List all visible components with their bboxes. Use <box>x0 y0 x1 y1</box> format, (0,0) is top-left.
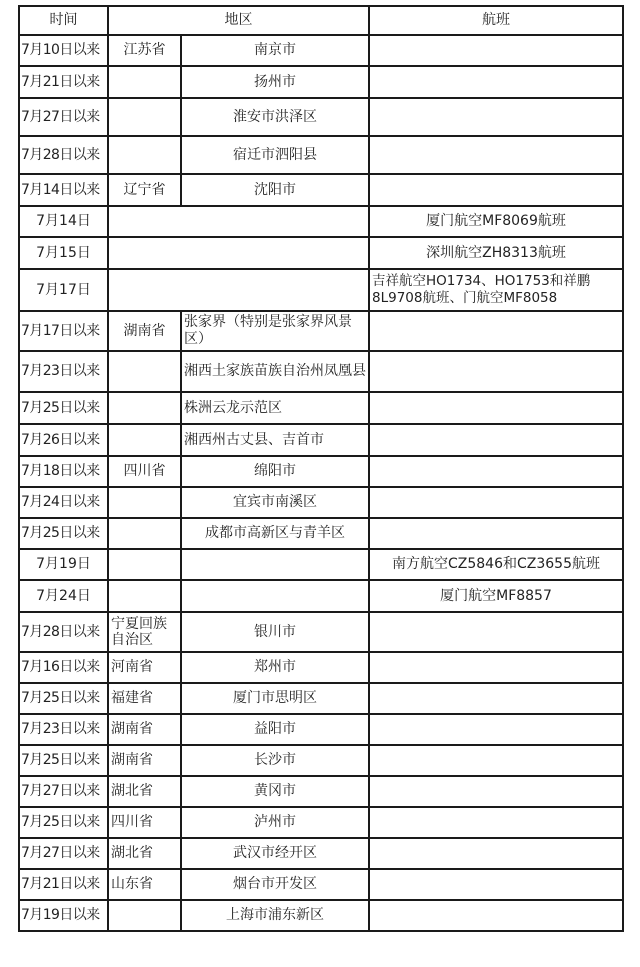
place-cell: 宜宾市南溪区 <box>181 487 369 518</box>
time-cell: 7月27日以来 <box>19 776 108 807</box>
header-row <box>19 6 623 35</box>
flight-cell <box>369 487 623 518</box>
time-cell: 7月25日以来 <box>19 392 108 424</box>
flight-cell <box>369 424 623 456</box>
table-row <box>19 269 623 311</box>
flight-cell <box>369 66 623 98</box>
place-cell <box>181 580 369 612</box>
flight-cell <box>369 136 623 174</box>
time-cell: 7月14日以来 <box>19 174 108 206</box>
table-row <box>19 174 623 206</box>
table-row <box>19 652 623 683</box>
time-cell: 7月16日以来 <box>19 652 108 683</box>
table-row <box>19 311 623 351</box>
region-cell <box>108 269 369 311</box>
table-row <box>19 807 623 838</box>
header-time: 时间 <box>19 6 108 35</box>
flight-cell <box>369 98 623 136</box>
table-row <box>19 549 623 580</box>
risk-areas-table <box>18 5 624 932</box>
header-flight: 航班 <box>369 6 623 35</box>
place-cell: 南京市 <box>181 35 369 66</box>
province-cell: 湖南省 <box>108 311 181 351</box>
flight-cell <box>369 807 623 838</box>
province-cell: 山东省 <box>108 869 181 900</box>
flight-cell <box>369 714 623 745</box>
time-cell: 7月19日以来 <box>19 900 108 931</box>
province-cell <box>108 518 181 549</box>
flight-cell <box>369 518 623 549</box>
flight-cell: 吉祥航空HO1734、HO1753和祥鹏8L9708航班、门航空MF8058 <box>369 269 623 311</box>
flight-cell <box>369 351 623 392</box>
region-cell <box>108 237 369 269</box>
table-row <box>19 612 623 652</box>
province-cell: 福建省 <box>108 683 181 714</box>
time-cell: 7月24日 <box>19 580 108 612</box>
place-cell: 银川市 <box>181 612 369 652</box>
time-cell: 7月21日以来 <box>19 869 108 900</box>
place-cell: 淮安市洪泽区 <box>181 98 369 136</box>
flight-cell <box>369 456 623 487</box>
time-cell: 7月25日以来 <box>19 745 108 776</box>
header-region: 地区 <box>108 6 369 35</box>
place-cell: 湘西土家族苗族自治州凤凰县 <box>181 351 369 392</box>
place-cell: 扬州市 <box>181 66 369 98</box>
province-cell: 河南省 <box>108 652 181 683</box>
table-row <box>19 869 623 900</box>
place-cell: 沈阳市 <box>181 174 369 206</box>
time-cell: 7月27日以来 <box>19 98 108 136</box>
province-cell <box>108 580 181 612</box>
time-cell: 7月25日以来 <box>19 518 108 549</box>
flight-cell <box>369 869 623 900</box>
flight-cell <box>369 838 623 869</box>
time-cell: 7月23日以来 <box>19 714 108 745</box>
province-cell: 湖南省 <box>108 745 181 776</box>
table-row <box>19 136 623 174</box>
table-row <box>19 580 623 612</box>
flight-cell: 南方航空CZ5846和CZ3655航班 <box>369 549 623 580</box>
time-cell: 7月26日以来 <box>19 424 108 456</box>
time-cell: 7月27日以来 <box>19 838 108 869</box>
time-cell: 7月25日以来 <box>19 807 108 838</box>
flight-cell: 深圳航空ZH8313航班 <box>369 237 623 269</box>
table-row <box>19 35 623 66</box>
place-cell: 泸州市 <box>181 807 369 838</box>
table-row <box>19 66 623 98</box>
flight-cell <box>369 174 623 206</box>
time-cell: 7月10日以来 <box>19 35 108 66</box>
time-cell: 7月24日以来 <box>19 487 108 518</box>
province-cell: 宁夏回族自治区 <box>108 612 181 652</box>
province-cell: 辽宁省 <box>108 174 181 206</box>
time-cell: 7月25日以来 <box>19 683 108 714</box>
province-cell: 湖北省 <box>108 776 181 807</box>
province-cell <box>108 98 181 136</box>
table-row <box>19 237 623 269</box>
time-cell: 7月17日 <box>19 269 108 311</box>
table-row <box>19 392 623 424</box>
table-row <box>19 424 623 456</box>
time-cell: 7月23日以来 <box>19 351 108 392</box>
time-cell: 7月21日以来 <box>19 66 108 98</box>
table-row <box>19 683 623 714</box>
place-cell: 武汉市经开区 <box>181 838 369 869</box>
place-cell: 上海市浦东新区 <box>181 900 369 931</box>
table-row <box>19 206 623 237</box>
place-cell: 益阳市 <box>181 714 369 745</box>
table-row <box>19 714 623 745</box>
flight-cell <box>369 745 623 776</box>
time-cell: 7月15日 <box>19 237 108 269</box>
province-cell <box>108 66 181 98</box>
province-cell: 四川省 <box>108 456 181 487</box>
place-cell: 郑州市 <box>181 652 369 683</box>
table-row <box>19 351 623 392</box>
table-row <box>19 838 623 869</box>
province-cell <box>108 392 181 424</box>
time-cell: 7月28日以来 <box>19 136 108 174</box>
province-cell: 江苏省 <box>108 35 181 66</box>
province-cell <box>108 900 181 931</box>
province-cell <box>108 136 181 174</box>
place-cell: 绵阳市 <box>181 456 369 487</box>
flight-cell <box>369 776 623 807</box>
province-cell <box>108 351 181 392</box>
place-cell: 宿迁市泗阳县 <box>181 136 369 174</box>
flight-cell: 厦门航空MF8069航班 <box>369 206 623 237</box>
province-cell <box>108 487 181 518</box>
time-cell: 7月28日以来 <box>19 612 108 652</box>
flight-cell <box>369 683 623 714</box>
province-cell: 湖北省 <box>108 838 181 869</box>
table-row <box>19 776 623 807</box>
flight-cell <box>369 35 623 66</box>
province-cell: 四川省 <box>108 807 181 838</box>
flight-cell <box>369 652 623 683</box>
place-cell: 长沙市 <box>181 745 369 776</box>
province-cell <box>108 424 181 456</box>
flight-cell <box>369 900 623 931</box>
flight-cell <box>369 311 623 351</box>
place-cell: 厦门市思明区 <box>181 683 369 714</box>
flight-cell <box>369 392 623 424</box>
place-cell <box>181 549 369 580</box>
time-cell: 7月14日 <box>19 206 108 237</box>
place-cell: 烟台市开发区 <box>181 869 369 900</box>
table-row <box>19 745 623 776</box>
place-cell: 成都市高新区与青羊区 <box>181 518 369 549</box>
table-row <box>19 98 623 136</box>
time-cell: 7月18日以来 <box>19 456 108 487</box>
place-cell: 张家界（特别是张家界风景区） <box>181 311 369 351</box>
flight-cell: 厦门航空MF8857 <box>369 580 623 612</box>
flight-cell <box>369 612 623 652</box>
province-cell: 湖南省 <box>108 714 181 745</box>
time-cell: 7月17日以来 <box>19 311 108 351</box>
table-row <box>19 900 623 931</box>
place-cell: 湘西州古丈县、吉首市 <box>181 424 369 456</box>
province-cell <box>108 549 181 580</box>
region-cell <box>108 206 369 237</box>
table-row <box>19 487 623 518</box>
time-cell: 7月19日 <box>19 549 108 580</box>
place-cell: 黄冈市 <box>181 776 369 807</box>
table-row <box>19 456 623 487</box>
place-cell: 株洲云龙示范区 <box>181 392 369 424</box>
table-row <box>19 518 623 549</box>
